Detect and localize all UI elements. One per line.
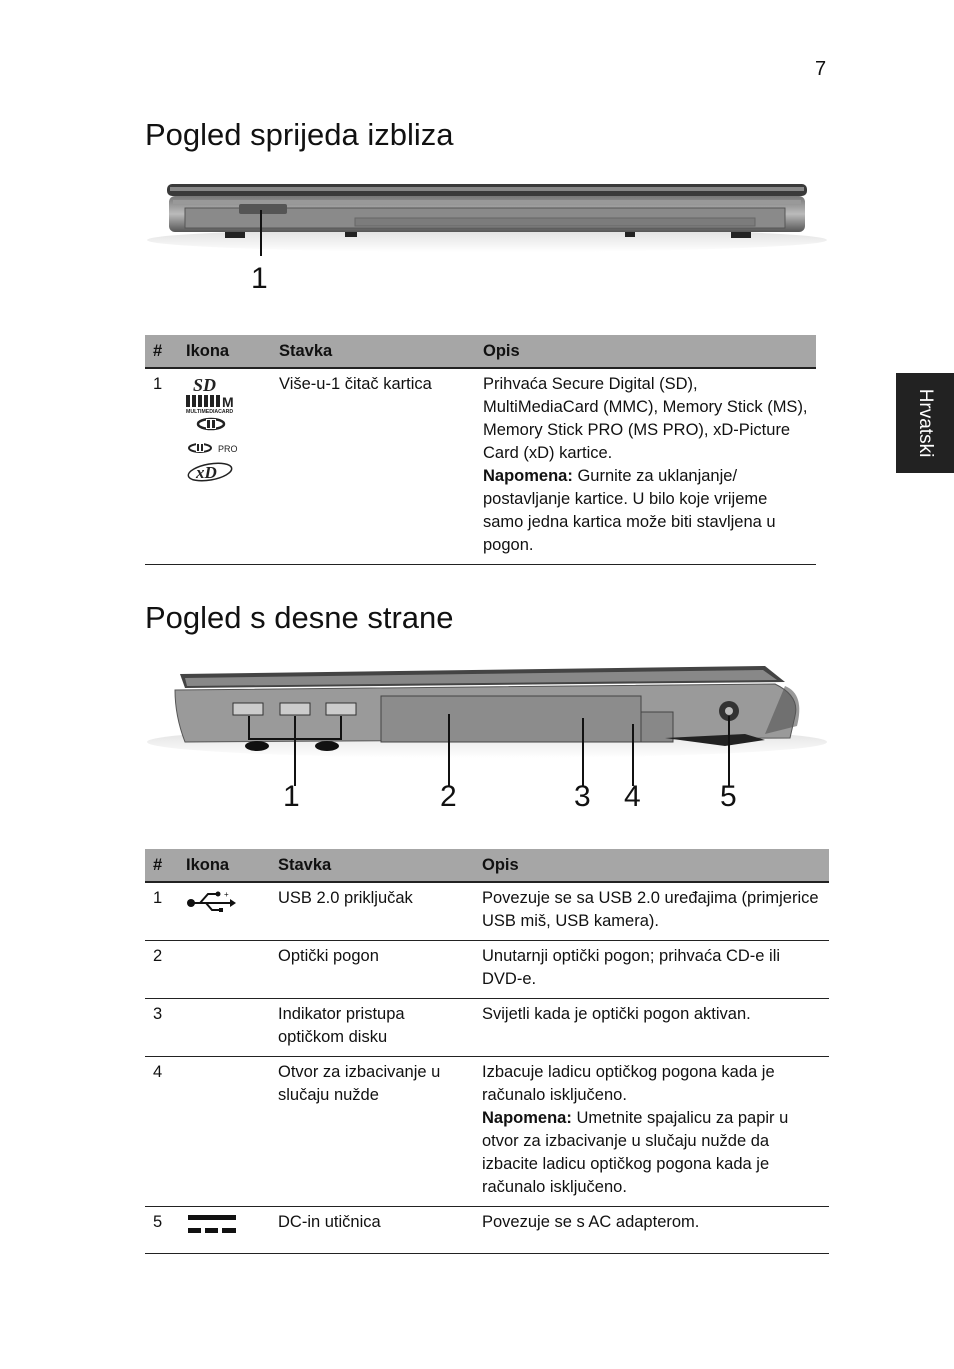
svg-text:MULTIMEDIACARD: MULTIMEDIACARD <box>186 409 234 415</box>
row-item: Optički pogon <box>270 941 474 999</box>
row-icon-cell <box>178 941 270 999</box>
row-desc-cell <box>474 882 829 941</box>
row-desc: Povezuje se s AC adapterom. <box>482 1213 700 1231</box>
table-header-row <box>145 335 816 368</box>
header-num: # <box>145 335 178 368</box>
front-view-title: Pogled sprijeda izbliza <box>145 117 454 152</box>
memory-stick-pro-icon <box>189 443 238 454</box>
language-tab-label: Hrvatski <box>915 388 936 458</box>
table-row <box>145 999 829 1057</box>
right-callout-5: 5 <box>720 780 737 813</box>
laptop-right-view-illustration <box>145 656 830 786</box>
row-desc-cell <box>475 368 816 565</box>
svg-text:+: + <box>224 890 229 899</box>
row-desc-cell <box>474 1057 829 1207</box>
table-row <box>145 941 829 999</box>
usb-icon <box>186 887 238 913</box>
right-view-table <box>145 849 829 1254</box>
header-icon: Ikona <box>178 335 271 368</box>
header-desc: Opis <box>475 335 816 368</box>
row-desc: Svijetli kada je optički pogon aktivan. <box>482 1005 751 1023</box>
svg-text:PRO: PRO <box>218 444 238 454</box>
header-num: # <box>145 849 178 882</box>
note-text: Gurnite za uklanjanje/ postavljanje kartice. U bilo koje vrijeme samo jedna kartica može biti stavljena u pogon. <box>483 467 776 554</box>
row-desc: Prihvaća Secure Digital (SD), MultiMediaCard (MMC), Memory Stick (MS), Memory Stick PRO (MS PRO), xD-Picture Card (xD) kartice. <box>483 375 808 462</box>
language-tab <box>896 373 954 473</box>
row-item: Više-u-1 čitač kartica <box>271 368 475 565</box>
right-callout-1: 1 <box>283 780 300 813</box>
table-header-row <box>145 849 829 882</box>
table-row <box>145 1057 829 1207</box>
svg-text:xD: xD <box>196 463 217 482</box>
mmc-icon <box>186 394 234 415</box>
svg-text:SD: SD <box>193 375 217 395</box>
row-icon-cell <box>178 368 271 565</box>
table-row <box>145 1207 829 1254</box>
dc-in-icon <box>186 1211 238 1239</box>
row-item: DC-in utičnica <box>270 1207 474 1254</box>
table-row <box>145 882 829 941</box>
row-item: USB 2.0 priključak <box>270 882 474 941</box>
row-desc-cell <box>474 941 829 999</box>
svg-text:M: M <box>222 394 234 410</box>
right-callout-3: 3 <box>574 780 591 813</box>
header-desc: Opis <box>474 849 829 882</box>
front-callout-1: 1 <box>251 262 268 295</box>
card-reader-icons <box>186 373 261 493</box>
row-num: 2 <box>145 941 178 999</box>
header-icon: Ikona <box>178 849 270 882</box>
row-item: Otvor za izbacivanje u slučaju nužde <box>270 1057 474 1207</box>
note-label: Napomena: <box>483 467 573 485</box>
right-callout-2: 2 <box>440 780 457 813</box>
row-item: Indikator pristupa optičkom disku <box>270 999 474 1057</box>
row-num: 1 <box>145 882 178 941</box>
row-num: 3 <box>145 999 178 1057</box>
row-icon-cell <box>178 882 270 941</box>
row-icon-cell <box>178 999 270 1057</box>
row-desc: Povezuje se sa USB 2.0 uređajima (primjerice USB miš, USB kamera). <box>482 889 819 930</box>
row-desc: Unutarnji optički pogon; prihvaća CD-e ili DVD-e. <box>482 947 781 988</box>
row-desc: Izbacuje ladicu optičkog pogona kada je računalo isključeno. <box>482 1063 775 1104</box>
row-num: 4 <box>145 1057 178 1207</box>
front-view-table <box>145 335 816 565</box>
header-item: Stavka <box>271 335 475 368</box>
xd-icon <box>187 460 233 483</box>
row-desc-cell <box>474 999 829 1057</box>
header-item: Stavka <box>270 849 474 882</box>
memory-stick-icon <box>198 419 224 429</box>
note-text: Umetnite spajalicu za papir u otvor za izbacivanje u slučaju nužde da izbacite ladicu optičkog pogona kada je računalo isključeno. <box>482 1109 789 1196</box>
laptop-front-view-illustration <box>145 178 830 298</box>
row-icon-cell <box>178 1207 270 1254</box>
right-view-title: Pogled s desne strane <box>145 600 454 635</box>
row-num: 5 <box>145 1207 178 1254</box>
right-callout-4: 4 <box>624 780 641 813</box>
note-label: Napomena: <box>482 1109 572 1127</box>
page-number: 7 <box>815 58 827 80</box>
row-icon-cell <box>178 1057 270 1207</box>
row-num: 1 <box>145 368 178 565</box>
table-row <box>145 368 816 565</box>
row-desc-cell <box>474 1207 829 1254</box>
